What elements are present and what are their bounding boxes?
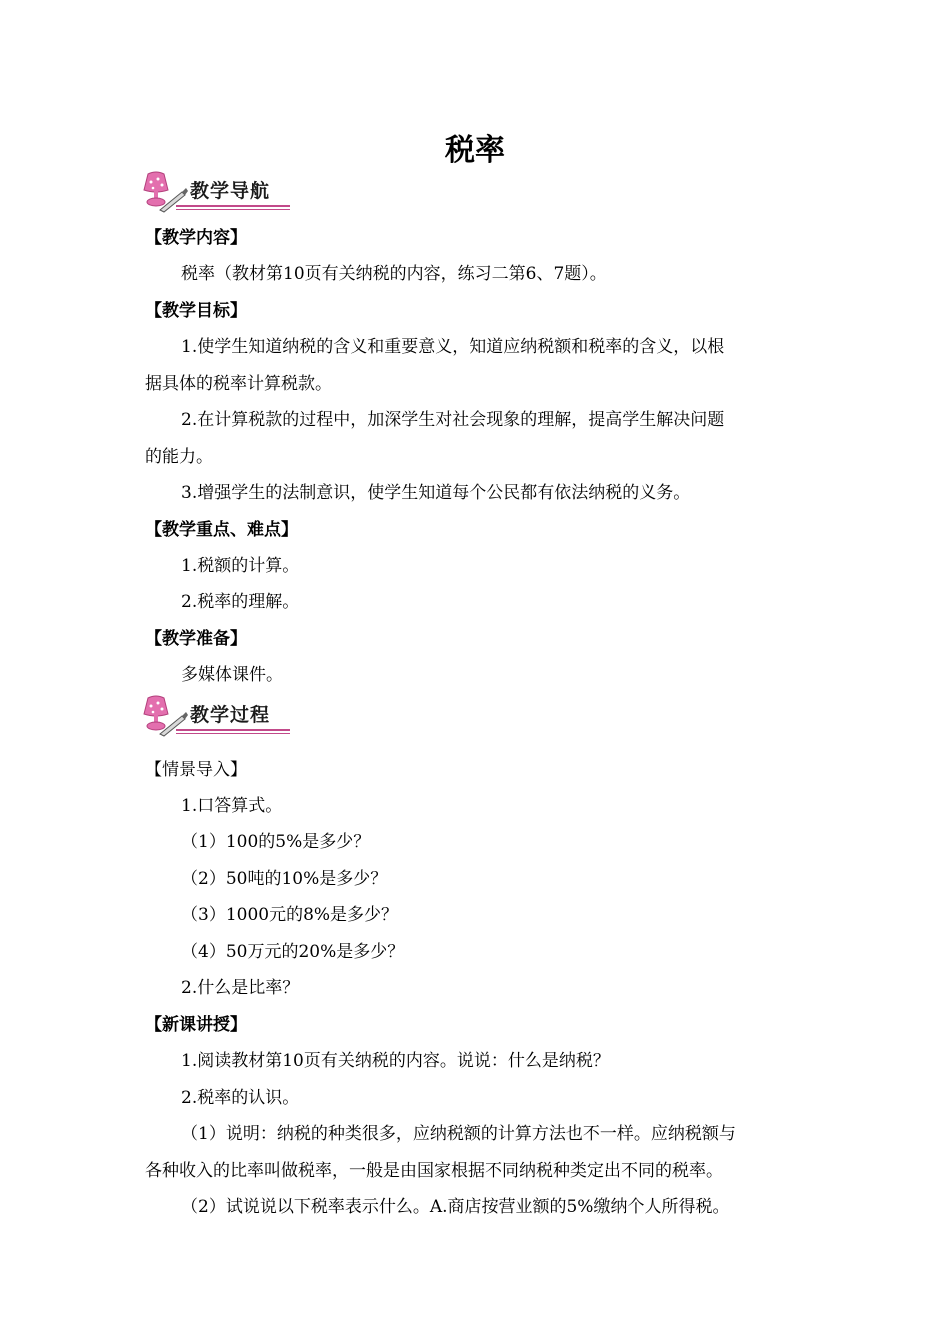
heading-preparation: 【教学准备】 bbox=[145, 629, 247, 649]
lamp-icon bbox=[140, 170, 188, 214]
paragraph: 税率（教材第10页有关纳税的内容，练习二第6、7题）。 bbox=[181, 264, 607, 284]
paragraph: 据具体的税率计算税款。 bbox=[145, 374, 332, 394]
banner-rule bbox=[176, 729, 290, 731]
paragraph: （4）50万元的20%是多少？ bbox=[181, 942, 405, 962]
heading-goals: 【教学目标】 bbox=[145, 301, 247, 321]
paragraph: （1）说明：纳税的种类很多，应纳税额的计算方法也不一样。应纳税额与 bbox=[181, 1124, 736, 1144]
paragraph: 3.增强学生的法制意识，使学生知道每个公民都有依法纳税的义务。 bbox=[181, 483, 691, 503]
paragraph: 2.什么是比率？ bbox=[181, 978, 300, 998]
paragraph: 的能力。 bbox=[145, 447, 213, 467]
paragraph: 1.使学生知道纳税的含义和重要意义，知道应纳税额和税率的含义，以根 bbox=[181, 337, 725, 357]
paragraph: 1.阅读教材第10页有关纳税的内容。说说：什么是纳税？ bbox=[181, 1051, 610, 1071]
banner-rule bbox=[176, 205, 290, 207]
paragraph: （2）50吨的10%是多少？ bbox=[181, 869, 388, 889]
paragraph: 2.在计算税款的过程中，加深学生对社会现象的理解，提高学生解决问题 bbox=[181, 410, 725, 430]
heading-new-lesson: 【新课讲授】 bbox=[145, 1015, 247, 1035]
banner-rule bbox=[176, 733, 290, 734]
paragraph: （3）1000元的8%是多少？ bbox=[181, 905, 399, 925]
paragraph: 多媒体课件。 bbox=[181, 665, 283, 685]
paragraph: 1.税额的计算。 bbox=[181, 556, 300, 576]
section-banner-process bbox=[140, 694, 290, 742]
heading-intro: 【情景导入】 bbox=[145, 760, 247, 780]
banner-rule bbox=[176, 209, 290, 210]
paragraph: （1）100的5%是多少？ bbox=[181, 832, 371, 852]
paragraph: 2.税率的认识。 bbox=[181, 1088, 300, 1108]
paragraph: 1.口答算式。 bbox=[181, 796, 283, 816]
section-banner-nav bbox=[140, 170, 290, 218]
page-title: 税率 bbox=[445, 133, 505, 168]
paragraph: 各种收入的比率叫做税率，一般是由国家根据不同纳税种类定出不同的税率。 bbox=[145, 1161, 723, 1181]
lamp-icon bbox=[140, 694, 188, 738]
heading-key-points: 【教学重点、难点】 bbox=[145, 520, 298, 540]
paragraph: （2）试说说以下税率表示什么。A.商店按营业额的5%缴纳个人所得税。 bbox=[181, 1197, 730, 1217]
paragraph: 2.税率的理解。 bbox=[181, 592, 300, 612]
banner-label-nav: 教学导航 bbox=[190, 180, 271, 202]
heading-content: 【教学内容】 bbox=[145, 228, 247, 248]
banner-label-process: 教学过程 bbox=[190, 704, 271, 726]
